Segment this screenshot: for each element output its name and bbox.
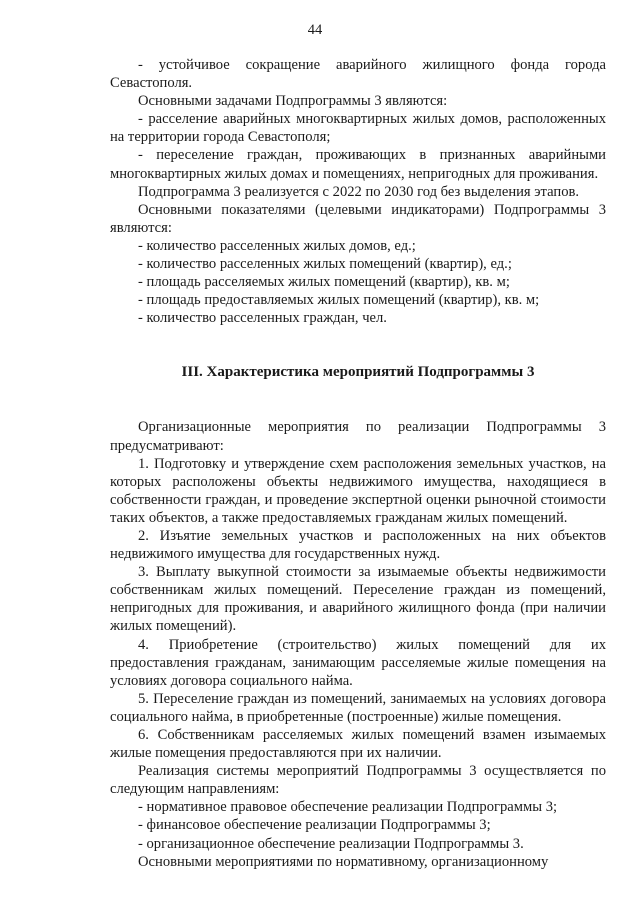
paragraph: 5. Переселение граждан из помещений, занимаемых на условиях договора социального найма, в приобретенные (построенные) жилые помещения. [110,690,606,725]
indicator-item: - количество расселенных жилых домов, ед.; [138,237,416,254]
indicator-item: - количество расселенных граждан, чел. [138,310,387,327]
paragraph: Реализация системы мероприятий Подпрограммы 3 осуществляется по следующим направлениям: [110,763,606,798]
paragraph: 6. Собственникам расселяемых жилых помещений взамен изымаемых жилые помещения предоставляются при их наличии. [110,727,606,762]
direction-item: - нормативное правовое обеспечение реализации Подпрограммы 3; [138,799,558,816]
paragraph: Организационные мероприятия по реализации Подпрограммы 3 предусматривают: [110,419,606,454]
paragraph: Основными задачами Подпрограммы 3 являются: [138,93,448,110]
indicator-item: - площадь расселяемых жилых помещений (квартир), кв. м; [138,274,510,291]
paragraph: Подпрограмма 3 реализуется с 2022 по 2030 год без выделения этапов. [138,183,580,200]
paragraph: 2. Изъятие земельных участков и расположенных на них объектов недвижимого имущества для государственных нужд. [110,527,606,563]
paragraph: - переселение граждан, проживающих в признанных аварийными многоквартирных жилых домах и помещениях, непригодных для проживания. [110,147,606,182]
paragraph: Основными мероприятиями по нормативному, организационному [138,853,549,870]
paragraph: Основными показателями (целевыми индикаторами) Подпрограммы 3 являются: [110,201,606,236]
paragraph: - устойчивое сокращение аварийного жилищного фонда города Севастополя. [110,57,606,92]
section-heading: III. Характеристика мероприятий Подпрограммы 3 [181,364,535,381]
indicator-item: - площадь предоставляемых жилых помещений (квартир), кв. м; [138,292,540,309]
page-number: 44 [307,22,323,38]
paragraph: 3. Выплату выкупной стоимости за изымаемые объекты недвижимости собственникам жилых помещений. Переселение граждан из помещений, непригодных для проживания, и аварийного жилищного фонда (при наличии жилых помещений). [110,564,606,635]
paragraph: 1. Подготовку и утверждение схем расположения земельных участков, на которых расположены объекты недвижимого имущества, находящиеся в собственности граждан, и проведение экспертной оценки рыночной стоимости таких объектов, а также предоставляемых гражданам жилых помещений. [110,455,606,526]
paragraph: - расселение аварийных многоквартирных жилых домов, расположенных на территории города Севастополя; [110,111,606,146]
document-body [110,56,606,871]
direction-item: - организационное обеспечение реализации Подпрограммы 3. [138,835,524,852]
indicator-item: - количество расселенных жилых помещений (квартир), ед.; [138,256,512,273]
direction-item: - финансовое обеспечение реализации Подпрограммы 3; [138,817,491,834]
paragraph: 4. Приобретение (строительство) жилых помещений для их предоставления гражданам, занимающим расселяемые жилые помещения на условиях договора социального найма. [110,636,606,689]
